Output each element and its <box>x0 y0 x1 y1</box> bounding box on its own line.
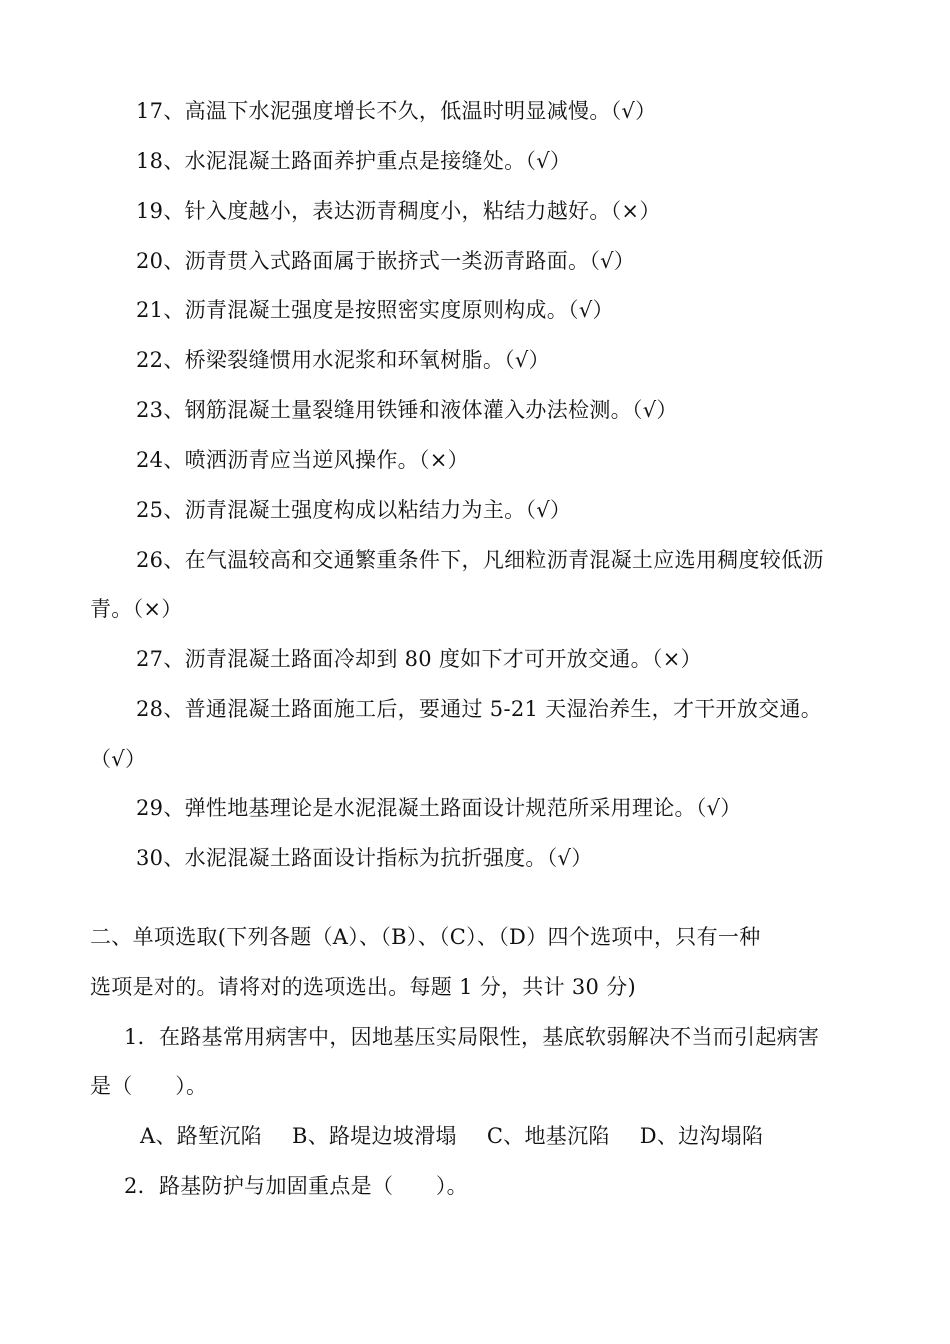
section-two-heading-continued: 选项是对的。请将对的选项选出。每题 1 分，共计 30 分) <box>90 975 636 999</box>
judgement-item-22: 22、桥梁裂缝惯用水泥浆和环氧树脂。（√） <box>136 348 550 372</box>
option-b: B、路堤边坡滑塌 <box>291 1124 457 1148</box>
judgement-item-30: 30、水泥混凝土路面设计指标为抗折强度。（√） <box>136 846 593 870</box>
judgement-item-26-continued: 青。（×） <box>90 597 183 621</box>
judgement-item-28: 28、普通混凝土路面施工后，要通过 5-21 天湿治养生，才干开放交通。 <box>136 697 823 721</box>
judgement-item-17: 17、高温下水泥强度增长不久，低温时明显减慢。（√） <box>136 99 657 123</box>
question-2-text: 2．路基防护与加固重点是（ ）。 <box>124 1174 468 1198</box>
question-1-text-continued: 是（ ）。 <box>90 1074 208 1098</box>
option-d: D、边沟塌陷 <box>639 1124 764 1148</box>
option-c: C、地基沉陷 <box>486 1124 610 1148</box>
judgement-item-20: 20、沥青贯入式路面属于嵌挤式一类沥青路面。（√） <box>136 249 636 273</box>
judgement-item-27: 27、沥青混凝土路面冷却到 80 度如下才可开放交通。（×） <box>136 647 702 671</box>
judgement-item-28-continued: （√） <box>90 747 147 771</box>
question-1-text: 1．在路基常用病害中，因地基压实局限性，基底软弱解决不当而引起病害 <box>124 1025 820 1049</box>
option-a: A、路堑沉陷 <box>140 1124 262 1148</box>
judgement-item-21: 21、沥青混凝土强度是按照密实度原则构成。（√） <box>136 298 614 322</box>
question-1-options <box>140 1121 793 1151</box>
judgement-item-19: 19、针入度越小，表达沥青稠度小，粘结力越好。（×） <box>136 199 661 223</box>
section-two-heading: 二、单项选取(下列各题（A）、（B）、（C）、（D）四个选项中，只有一种 <box>90 925 761 949</box>
judgement-item-26: 26、在气温较高和交通繁重条件下，凡细粒沥青混凝土应选用稠度较低沥 <box>136 548 824 572</box>
judgement-item-24: 24、喷洒沥青应当逆风操作。（×） <box>136 448 469 472</box>
judgement-item-23: 23、钢筋混凝土量裂缝用铁锤和液体灌入办法检测。（√） <box>136 398 678 422</box>
judgement-item-25: 25、沥青混凝土强度构成以粘结力为主。（√） <box>136 498 572 522</box>
judgement-item-18: 18、水泥混凝土路面养护重点是接缝处。（√） <box>136 149 572 173</box>
judgement-item-29: 29、弹性地基理论是水泥混凝土路面设计规范所采用理论。（√） <box>136 796 742 820</box>
